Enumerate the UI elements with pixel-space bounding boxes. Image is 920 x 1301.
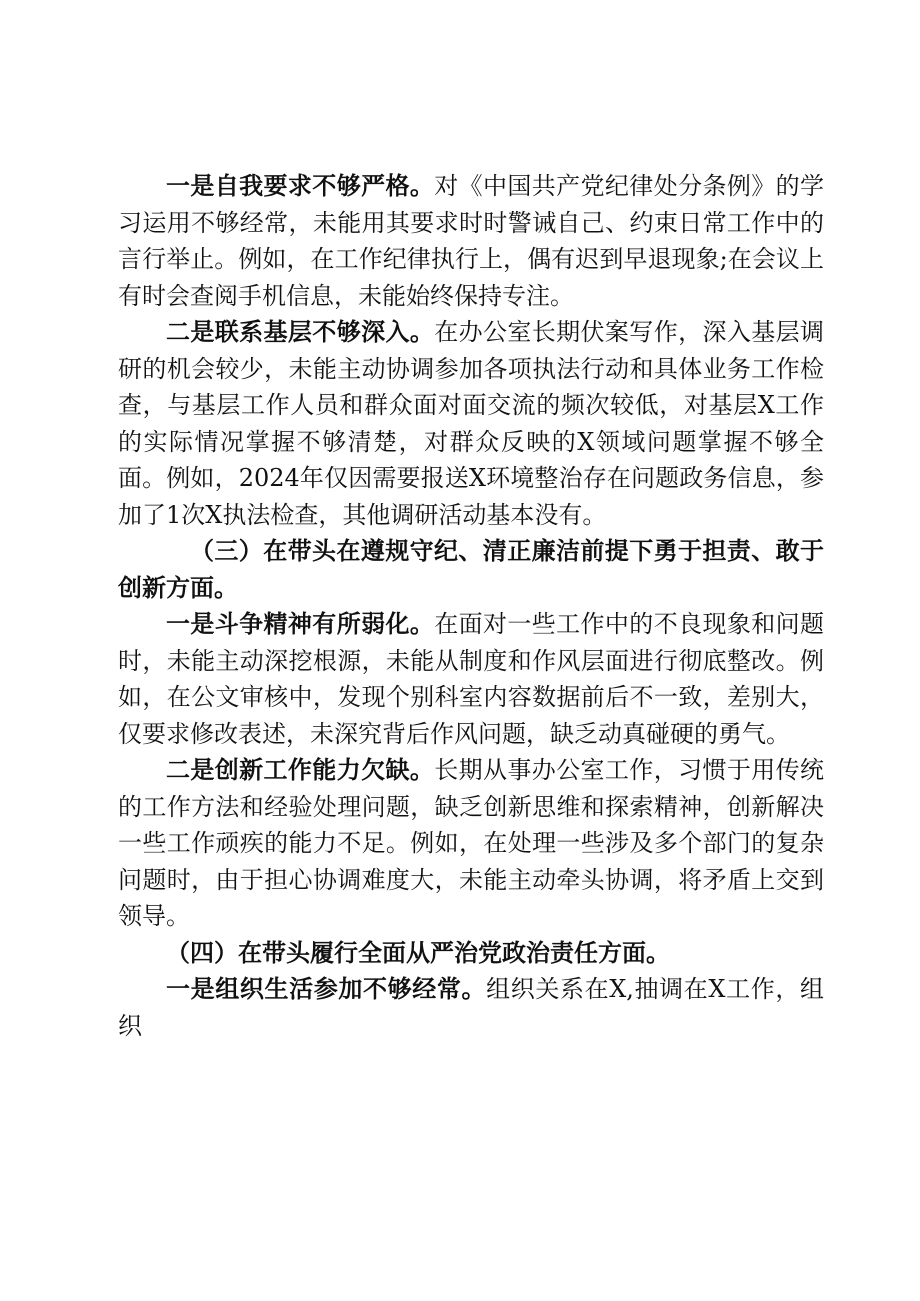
paragraph-lead: 一是组织生活参加不够经常。 [166,975,487,1003]
paragraph-text: 组织关系在X,抽调在X工作，组织 [118,975,824,1040]
paragraph-text: 长期从事办公室工作，习惯于用传统的工作方法和经验处理问题，缺乏创新思维和探索精神，创新解决一些工作顽疾的能力不足。例如，在处理一些涉及多个部门的复杂问题时，由于担心协调难度大，未能主动牵头协调，将矛盾上交到领导。 [118,756,825,930]
document-page [118,168,824,1044]
section-heading-3: （三）在带头在遵规守纪、清正廉洁前提下勇于担责、敢于创新方面。 [118,537,824,602]
paragraph-self-requirement [118,168,824,314]
paragraph-text: 对《中国共产党纪律处分条例》的学习运用不够经常，未能用其要求时时警诫自己、约束日常工作中的言行举止。例如，在工作纪律执行上，偶有迟到早退现象;在会议上有时会查阅手机信息，未能始终保持专注。 [118,172,825,310]
paragraph-text: 在办公室长期伏案写作，深入基层调研的机会较少，未能主动协调参加各项执法行动和具体业务工作检查，与基层工作人员和群众面对面交流的频次较低，对基层X工作的实际情况掌握不够清楚，对群众反映的X领域问题掌握不够全面。例如，2024年仅因需要报送X环境整治存在问题政务信息，参加了1次X执法检查，其他调研活动基本没有。 [118,318,825,529]
paragraph-lead: 二是联系基层不够深入。 [166,318,435,346]
paragraph-organization-life [118,971,824,1044]
paragraph-text: 在面对一些工作中的不良现象和问题时，未能主动深挖根源，未能从制度和作风层面进行彻底整改。例如，在公文审核中，发现个别科室内容数据前后不一致，差别大，仅要求修改表述，未深究背后作风问题，缺乏动真碰硬的勇气。 [118,610,825,748]
paragraph-grassroots-contact [118,314,824,533]
paragraph-fighting-spirit [118,606,824,752]
paragraph-lead: 二是创新工作能力欠缺。 [166,756,435,784]
section-heading-4: （四）在带头履行全面从严治党政治责任方面。 [166,938,670,967]
paragraph-innovation [118,752,824,935]
paragraph-lead: 一是斗争精神有所弱化。 [166,610,435,638]
paragraph-lead: 一是自我要求不够严格。 [166,172,435,200]
